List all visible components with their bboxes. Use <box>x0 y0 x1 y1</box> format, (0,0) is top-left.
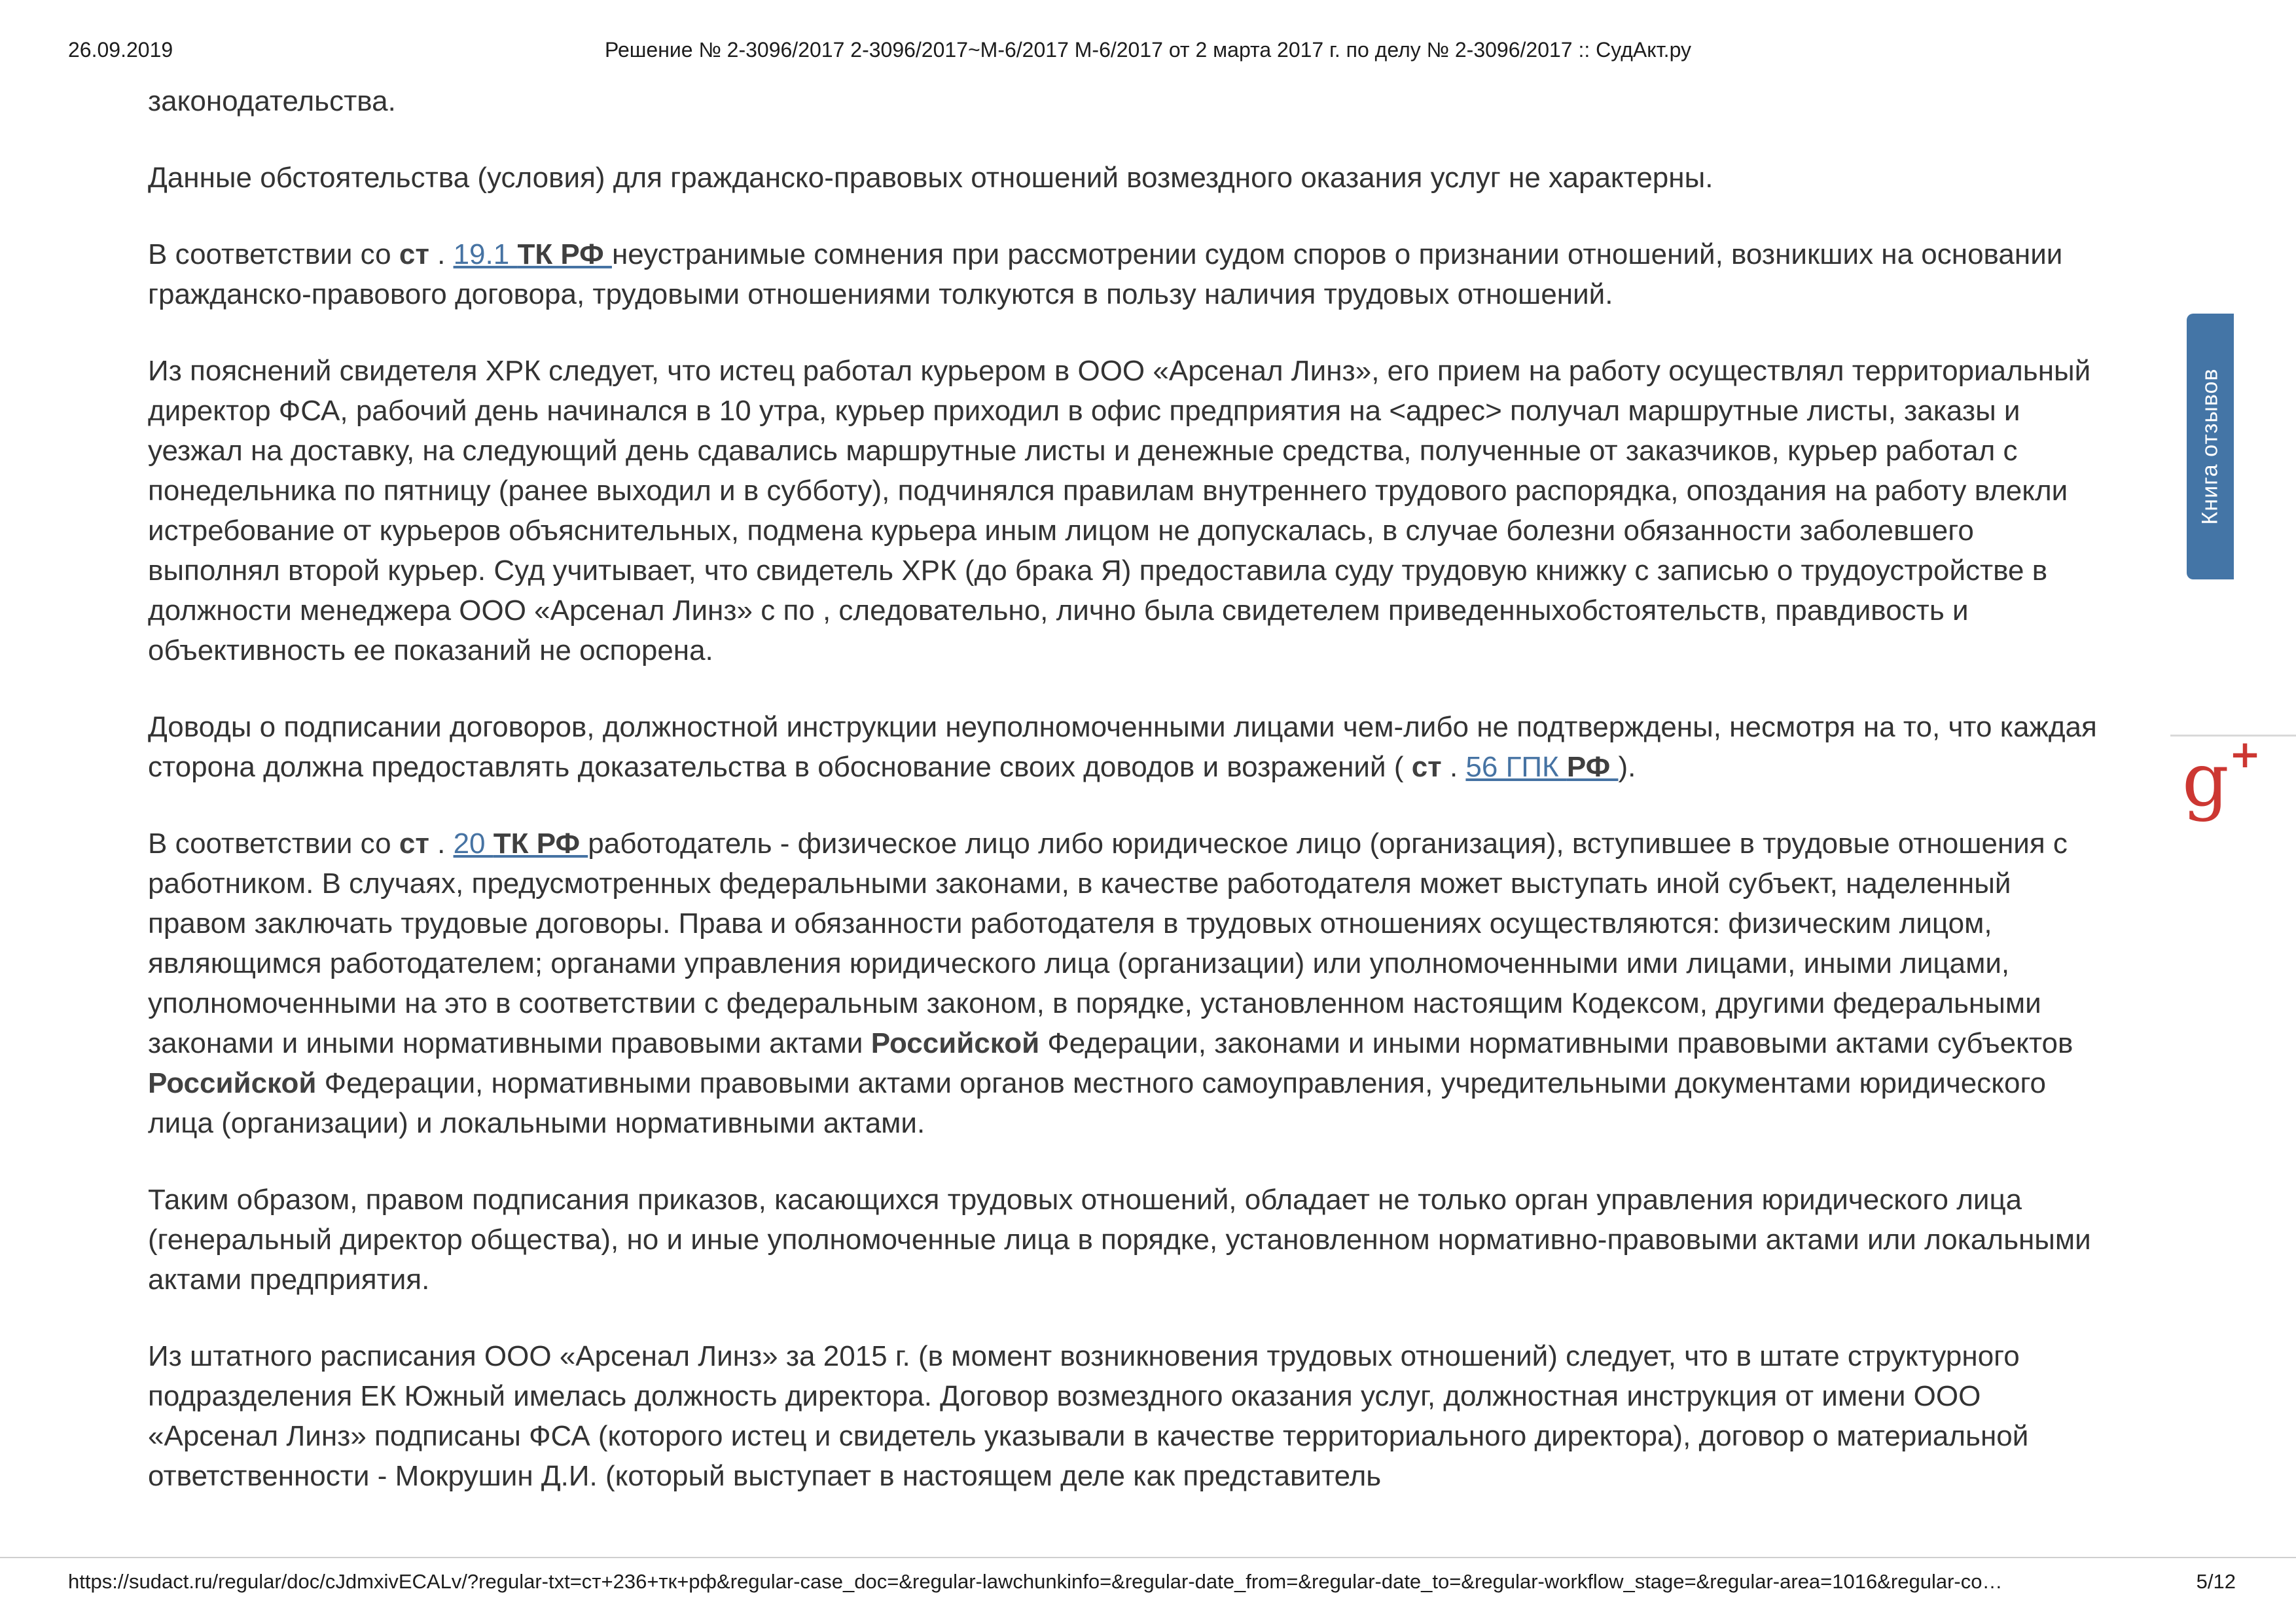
highlighted-term: ст <box>399 238 429 270</box>
document-body <box>148 81 2105 1533</box>
text-run: ). <box>1618 751 1636 783</box>
text-run: неустранимые сомнения при рассмотрении судом споров о признании отношений, возникших на основании гражданско-правового договора, трудовыми отношениями толкуются в пользу наличия трудовых отношений. <box>148 238 2063 310</box>
law-article-link-code: ТК РФ <box>517 238 612 270</box>
feedback-book-tab[interactable] <box>2187 314 2234 579</box>
text-run: . <box>429 828 454 860</box>
law-article-link[interactable]: 19.1 <box>453 238 518 270</box>
print-footer <box>68 1570 2236 1594</box>
paragraph <box>148 707 2105 787</box>
text-run: Федерации, нормативными правовыми актами органов местного самоуправления, учредительными документами юридического лица (организации) и локальными нормативными актами. <box>148 1067 2047 1139</box>
paragraph <box>148 234 2105 314</box>
footer-divider <box>0 1557 2296 1558</box>
paragraph <box>148 81 2105 121</box>
print-header <box>0 38 2296 67</box>
text-run: Федерации, законами и иными нормативными правовыми актами субъектов <box>1039 1027 2073 1059</box>
text-run: Из штатного расписания ООО «Арсенал Линз» за 2015 г. (в момент возникновения трудовых отношений) следует, что в штате структурного подразделения ЕК Южный имелась должность директора. Договор возмездного оказания услуг, должностная инструкция от имени ООО «Арсенал Линз» подписаны ФСА (которого истец и свидетель указывали в качестве территориального директора), договор о материальной ответственности - Мокрушин Д.И. (который выступает в настоящем деле как представитель <box>148 1340 2029 1492</box>
text-run: . <box>1441 751 1466 783</box>
text-run: Данные обстоятельства (условия) для гражданско-правовых отношений возмездного оказания услуг не характерны. <box>148 162 1713 194</box>
print-date: 26.09.2019 <box>68 38 173 62</box>
text-run: В соответствии со <box>148 238 399 270</box>
highlighted-term: ст <box>399 828 429 860</box>
law-article-link[interactable] <box>517 238 612 270</box>
source-url: https://sudact.ru/regular/doc/cJdmxivECALv/?regular-txt=ст+236+тк+рф&regular-case_doc=&regular-lawchunkinfo=&regular-date_from=&regular-date_to=&regular-workflow_stage=&regular-area=1016&regular-co… <box>68 1570 2003 1593</box>
law-article-link[interactable]: 20 <box>453 828 493 860</box>
text-run: Таким образом, правом подписания приказов, касающихся трудовых отношений, обладает не только орган управления юридического лица (генеральный директор общества), но и иные уполномоченные лица в порядке, установленном нормативно-правовыми актами или локальными актами предприятия. <box>148 1184 2091 1296</box>
text-run: законодательства. <box>148 85 396 117</box>
law-article-link[interactable] <box>493 828 588 860</box>
law-article-link-code: РФ <box>1566 751 1619 783</box>
law-article-link[interactable]: 56 ГПК <box>1465 751 1567 783</box>
text-run: В соответствии со <box>148 828 399 860</box>
paragraph <box>148 1180 2105 1300</box>
paragraph <box>148 1336 2105 1496</box>
text-run: работодатель - физическое лицо либо юридическое лицо (организация), вступившее в трудовые отношения с работником. В случаях, предусмотренных федеральными законами, в качестве работодателя может выступать иной субъект, наделенный правом заключать трудовые договоры. Права и обязанности работодателя в трудовых отношениях осуществляются: физическим лицом, являющимся работодателем; органами управления юридического лица (организации) или уполномоченными ими лицами, иными лицами, уполномоченными на это в соответствии с федеральным законом, в порядке, установленном настоящим Кодексом, другими федеральными законами и иными нормативными правовыми актами <box>148 828 2068 1059</box>
page-number: 5/12 <box>2196 1570 2236 1593</box>
google-plus-share-box <box>2170 732 2296 823</box>
text-run: Доводы о подписании договоров, должностной инструкции неуполномоченными лицами чем-либо не подтверждены, несмотря на то, что каждая сторона должна предоставлять доказательства в обоснование своих доводов и возражений ( <box>148 711 2097 783</box>
law-article-link[interactable] <box>1567 751 1619 783</box>
page-title: Решение № 2-3096/2017 2-3096/2017~М-6/2017 М-6/2017 от 2 марта 2017 г. по делу № 2-3096/2017 :: СудАкт.ру <box>605 38 1691 62</box>
google-plus-icon[interactable]: g+ <box>2182 732 2261 823</box>
highlighted-term: ст <box>1411 751 1442 783</box>
paragraph <box>148 824 2105 1143</box>
feedback-book-label: Книга отзывов <box>2197 368 2223 525</box>
paragraph <box>148 158 2105 198</box>
highlighted-term: Российской <box>148 1067 317 1099</box>
text-run: . <box>429 238 454 270</box>
highlighted-term: Российской <box>870 1027 1040 1059</box>
paragraph <box>148 351 2105 670</box>
text-run: Из пояснений свидетеля ХРК следует, что истец работал курьером в ООО «Арсенал Линз», его прием на работу осуществлял территориальный директор ФСА, рабочий день начинался в 10 утра, курьер приходил в офис предприятия на <адрес> получал маршрутные листы, заказы и уезжал на доставку, на следующий день сдавались маршрутные листы и денежные средства, полученные от заказчиков, курьер работал с понедельника по пятницу (ранее выходил и в субботу), подчинялся правилам внутреннего трудового распорядка, опоздания на работу влекли истребование от курьеров объяснительных, подмена курьера иным лицом не допускалась, в случае болезни обязанности заболевшего выполнял второй курьер. Суд учитывает, что свидетель ХРК (до брака Я) предоставила суду трудовую книжку с записью о трудоустройстве в должности менеджера ООО «Арсенал Линз» с по , следовательно, лично была свидетелем приведенныхобстоятельств, правдивость и объективность ее показаний не оспорена. <box>148 355 2091 666</box>
law-article-link-code: ТК РФ <box>493 828 588 860</box>
